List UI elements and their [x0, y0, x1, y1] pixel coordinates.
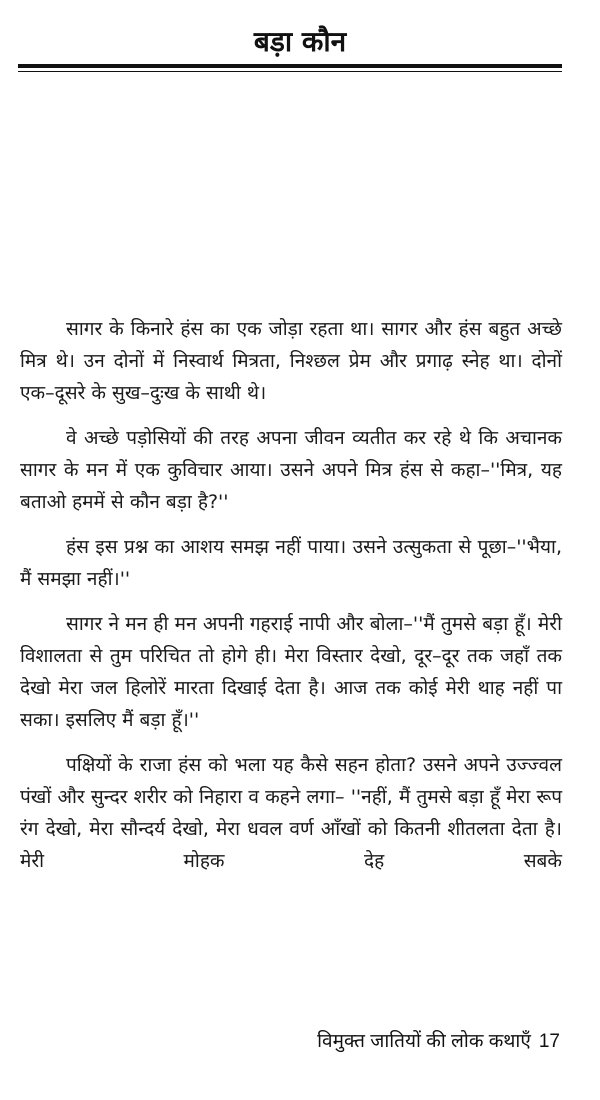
paragraph-1: सागर के किनारे हंस का एक जोड़ा रहता था। सागर और हंस बहुत अच्छे मित्र थे। उन दोनों में निस्वार्थ मित्रता, निश्छल प्रेम और प्रगाढ़ स्नेह था। दोनों एक–दूसरे के सुख–दुःख के साथी थे। [20, 318, 562, 404]
page-title: बड़ा कौन [253, 25, 347, 58]
paragraph-2: वे अच्छे पड़ोसियों की तरह अपना जीवन व्यतीत कर रहे थे कि अचानक सागर के मन में एक कुविचार आया। उसने अपने मित्र हंस से कहा–''मित्र, यह बताओ हममें से कौन बड़ा है?'' [20, 427, 562, 513]
book-title: विमुक्त जातियों की लोक कथाएँ [317, 1031, 531, 1052]
title-rule-thick [18, 64, 562, 68]
paragraph-4: सागर ने मन ही मन अपनी गहराई नापी और बोला–''मैं तुमसे बड़ा हूँ। मेरी विशालता से तुम परिचित तो होगे ही। मेरा विस्तार देखो, दूर–दूर तक जहाँ तक देखो मेरा जल हिलोरें मारता दिखाई देता है। आज तक कोई मेरी थाह नहीं पा सका। इसलिए मैं बड़ा हूँ।'' [20, 613, 562, 731]
paragraph-5: पक्षियों के राजा हंस को भला यह कैसे सहन होता? उसने अपने उज्ज्वल पंखों और सुन्दर शरीर को निहारा व कहने लगा– ''नहीं, मैं तुमसे बड़ा हूँ मेरा रूप रंग देखो, मेरा सौन्दर्य देखो, मेरा धवल वर्ण आँखों को कितनी शीतलता देता है। मेरी मोहक देह सबके [20, 754, 562, 872]
title-rule-thin [18, 71, 562, 72]
page-number: 17 [538, 1031, 560, 1052]
story-body [20, 313, 562, 890]
running-footer [317, 1028, 560, 1056]
paragraph-3: हंस इस प्रश्न का आशय समझ नहीं पाया। उसने उत्सुकता से पूछा–''भैया, मैं समझा नहीं।'' [20, 536, 562, 590]
